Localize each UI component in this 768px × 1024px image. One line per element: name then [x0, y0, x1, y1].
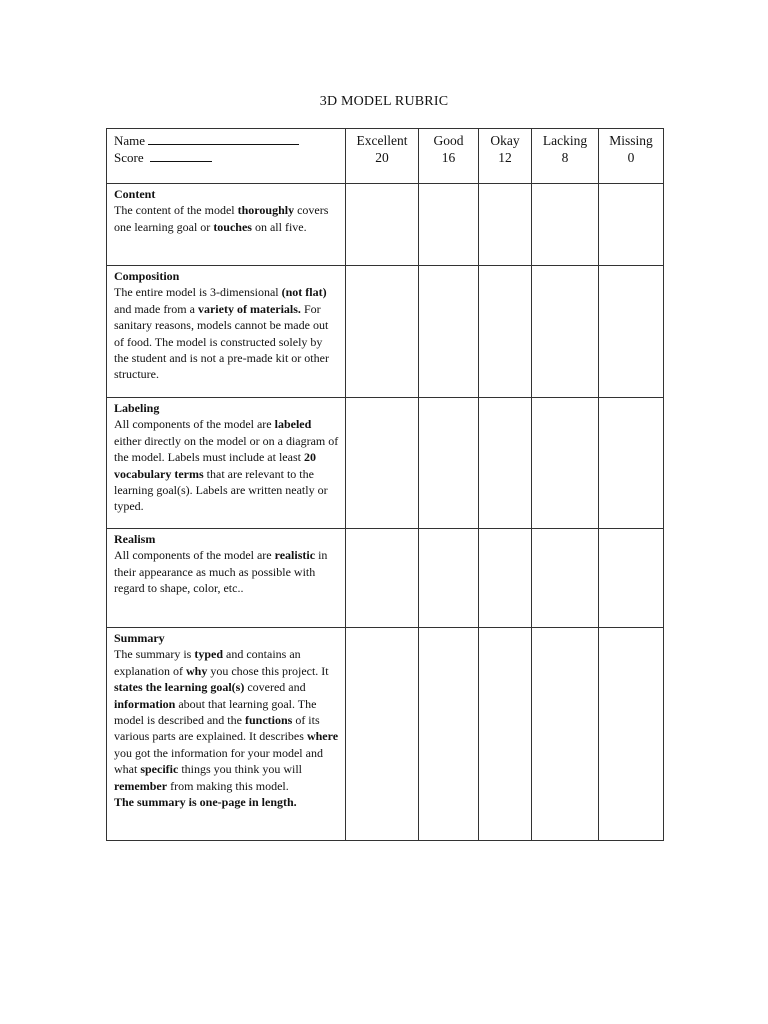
name-label: Name: [114, 133, 146, 148]
criterion-text-part: that are relevant to the learning goal(s). Labels are written neatly or typed.: [114, 466, 328, 514]
criterion-description: [107, 628, 346, 841]
criterion-text-bold: The summary is one-page in length.: [114, 795, 297, 810]
level-good: [419, 129, 479, 184]
score-label: Score: [114, 150, 144, 165]
criterion-title: Content: [114, 187, 156, 201]
criterion-text-part: things you think you will: [178, 762, 303, 777]
page-title: 3D MODEL RUBRIC: [319, 94, 449, 109]
criterion-row-summary: [107, 628, 664, 841]
criterion-text-part: and made from a: [114, 301, 198, 316]
criterion-text-bold: labeled: [274, 417, 312, 432]
score-cell-excellent[interactable]: [346, 266, 419, 398]
criterion-text-bold: remember: [114, 778, 168, 793]
criterion-text-part: in their appearance as much as possible with regard to shape, color, etc..: [114, 548, 328, 596]
criterion-text: [114, 203, 328, 233]
criterion-title: Summary: [114, 631, 165, 645]
score-cell-excellent[interactable]: [346, 529, 419, 628]
level-label: Lacking: [542, 133, 588, 148]
criterion-description: [107, 398, 346, 529]
score-cell-lacking[interactable]: [532, 398, 599, 529]
level-label: Good: [433, 133, 464, 148]
level-points: 8: [561, 150, 569, 165]
criterion-text-bold: touches: [213, 219, 252, 234]
criterion-text-part: The content of the model: [114, 203, 238, 218]
score-cell-okay[interactable]: [479, 184, 532, 266]
criterion-row-realism: [107, 529, 664, 628]
score-cell-lacking[interactable]: [532, 266, 599, 398]
criterion-text-part: you got the information for your model and what: [114, 745, 323, 777]
criterion-text-part: All components of the model are: [114, 548, 275, 563]
score-cell-missing[interactable]: [599, 398, 664, 529]
criterion-description: [107, 529, 346, 628]
header-row: [107, 129, 664, 184]
criterion-text-bold: information: [114, 696, 176, 711]
score-cell-okay[interactable]: [479, 529, 532, 628]
criterion-row-content: [107, 184, 664, 266]
criterion-description: [107, 266, 346, 398]
criterion-title: Labeling: [114, 401, 160, 415]
level-points: 0: [627, 150, 635, 165]
criterion-row-labeling: [107, 398, 664, 529]
criterion-row-composition: [107, 266, 664, 398]
criterion-text-bold: thoroughly: [237, 203, 295, 218]
criterion-text-bold: specific: [140, 762, 179, 777]
criterion-description: [107, 184, 346, 266]
score-cell-missing[interactable]: [599, 628, 664, 841]
criterion-text-bold: 20 vocabulary terms: [114, 450, 316, 481]
level-points: 12: [498, 150, 512, 165]
criterion-text-bold: where: [306, 729, 339, 744]
criterion-text-part: All components of the model are: [114, 417, 275, 432]
criterion-text-part: either directly on the model or on a diagram of the model. Labels must include at least: [114, 433, 339, 465]
score-cell-good[interactable]: [419, 266, 479, 398]
score-cell-excellent[interactable]: [346, 398, 419, 529]
criterion-text-bold: realistic: [274, 548, 316, 563]
criterion-text: [114, 647, 338, 809]
level-lacking: [532, 129, 599, 184]
score-cell-lacking[interactable]: [532, 628, 599, 841]
score-cell-missing[interactable]: [599, 266, 664, 398]
score-cell-okay[interactable]: [479, 266, 532, 398]
level-points: 20: [375, 150, 389, 165]
criterion-text-bold: typed: [194, 647, 223, 662]
criterion-text: [114, 285, 329, 381]
criterion-text-bold: variety of materials.: [197, 301, 301, 316]
criterion-text-bold: (not flat): [281, 285, 327, 300]
criterion-text: [114, 548, 327, 595]
score-cell-okay[interactable]: [479, 628, 532, 841]
score-cell-good[interactable]: [419, 529, 479, 628]
level-okay: [479, 129, 532, 184]
criterion-text-bold: why: [185, 663, 208, 678]
rubric-table: [106, 128, 664, 841]
criterion-title: Realism: [114, 532, 156, 546]
score-cell-good[interactable]: [419, 184, 479, 266]
score-cell-good[interactable]: [419, 398, 479, 529]
level-missing: [599, 129, 664, 184]
score-cell-missing[interactable]: [599, 184, 664, 266]
score-cell-good[interactable]: [419, 628, 479, 841]
level-label: Excellent: [356, 133, 408, 148]
score-cell-okay[interactable]: [479, 398, 532, 529]
score-cell-lacking[interactable]: [532, 529, 599, 628]
criterion-text-part: The summary is: [114, 647, 195, 662]
criterion-text-part: For sanitary reasons, models cannot be made out of food. The model is constructed solely by the student and is not a pre-made kit or other structure.: [114, 301, 329, 382]
score-blank-line[interactable]: [150, 149, 212, 162]
level-excellent: [346, 129, 419, 184]
criterion-text-part: covered and: [244, 680, 306, 695]
level-label: Okay: [490, 133, 520, 148]
criterion-text-part: on all five.: [251, 219, 307, 234]
criterion-text-part: you chose this project. It: [207, 663, 329, 678]
score-cell-missing[interactable]: [599, 529, 664, 628]
criterion-text-part: about that learning goal. The model is described and the: [114, 696, 317, 728]
criterion-text-part: of its various parts are explained. It describes: [114, 713, 320, 744]
name-score-cell: [107, 129, 346, 184]
criterion-text: [114, 417, 338, 513]
criterion-text-part: and contains an explanation of: [114, 647, 301, 678]
criterion-text-part: covers one learning goal or: [114, 203, 329, 234]
level-points: 16: [441, 150, 456, 165]
criterion-text-bold: functions: [244, 713, 293, 728]
score-cell-lacking[interactable]: [532, 184, 599, 266]
criterion-text-part: from making this model.: [167, 778, 289, 793]
name-blank-line[interactable]: [148, 132, 299, 145]
criterion-text-bold: states the learning goal(s): [114, 680, 245, 695]
score-cell-excellent[interactable]: [346, 628, 419, 841]
score-cell-excellent[interactable]: [346, 184, 419, 266]
criterion-title: Composition: [114, 269, 180, 283]
level-label: Missing: [609, 133, 653, 148]
criterion-text-part: The entire model is 3-dimensional: [114, 285, 282, 300]
